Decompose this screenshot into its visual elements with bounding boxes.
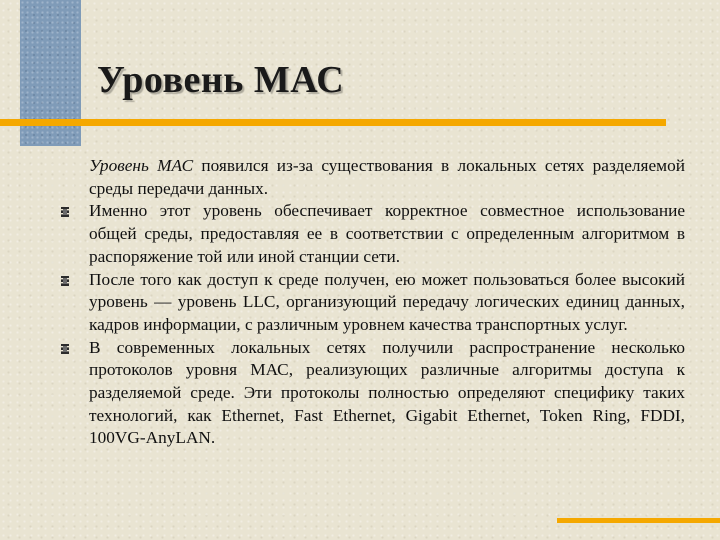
intro-italic-lead: Уровень МАС xyxy=(89,156,194,175)
bullet-text-2: После того как доступ к среде получен, ею может пользоваться более высокий уровень — уровень LLC, организующий передачу логических единиц данных, кадров информации, с различным уровнем качества транспортных услуг. xyxy=(89,269,685,334)
slide-title: Уровень МАС xyxy=(97,59,345,101)
bullet-item-3 xyxy=(89,337,685,451)
bullet-text-3: В современных локальных сетях получили распространение несколько протоколов уровня МАС, реализующих различные алгоритмы доступа к разделяемой среде. Эти протоколы полностью определяют специфику таких технологий, как Ethernet, Fast Ethernet, Gigabit Ethernet, Token Ring, FDDI, 100VG-AnyLAN. xyxy=(89,337,685,448)
title-underline-rule xyxy=(0,119,666,126)
bullet-square-icon xyxy=(60,344,70,354)
bottom-accent-rule xyxy=(557,518,720,523)
bullet-square-icon xyxy=(60,276,70,286)
intro-text: появился из-за существования в локальных сетях разделяемой среды передачи данных. xyxy=(89,156,685,198)
intro-paragraph xyxy=(89,155,685,200)
bullet-item-1 xyxy=(89,200,685,268)
bullet-item-2 xyxy=(89,269,685,337)
bullet-square-icon xyxy=(60,207,70,217)
bullet-text-1: Именно этот уровень обеспечивает корректное совместное использование общей среды, предоставляя ее в соответствии с определенным алгоритмом в распоряжение той или иной станции сети. xyxy=(89,201,685,266)
slide-body xyxy=(89,155,685,450)
